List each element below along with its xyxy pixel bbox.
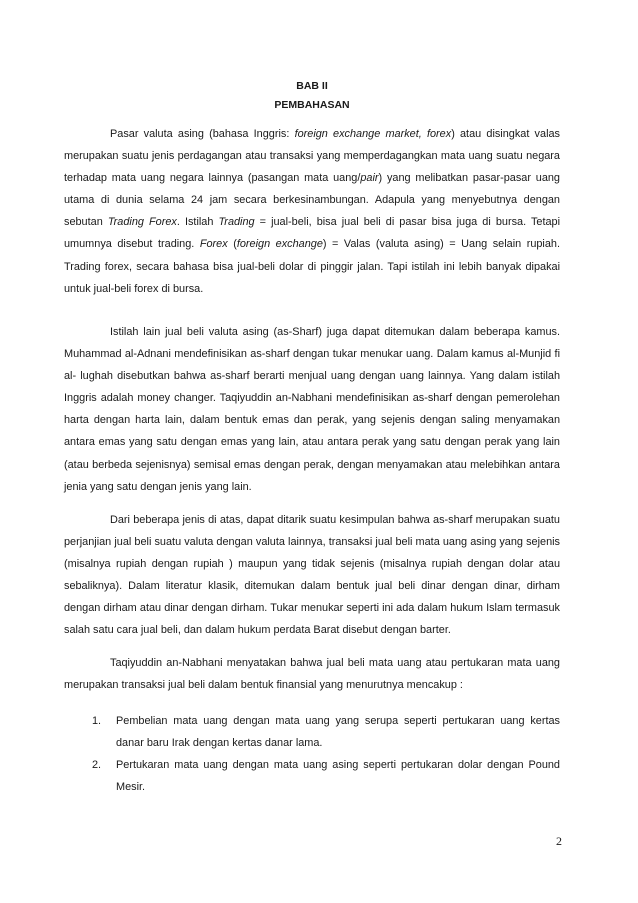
numbered-list xyxy=(64,710,560,798)
italic-term: Trading Forex xyxy=(107,216,177,229)
text-run: Istilah lain jual beli valuta asing (as-Sharf) juga dapat ditemukan dalam beberapa kamus. Muhammad al-Adnani mendefinisikan as-sharf dengan tukar menukar uang. Dalam kamus al-Munjid fi al- lughah disebutkan bahwa as-sharf berarti menjual uang dengan uang lainnya. Yang dalam istilah Inggris adalah money changer. Taqiyuddin an-Nabhani mendefinisikan as-sharf dengan pemerolehan harta dengan harta lain, dalam bentuk emas dan perak, yang sejenis dengan saling menyamakan antara emas yang satu dengan emas yang lain, atau antara perak yang satu dengan perak yang lain (atau berbeda sejenisnya) semisal emas dengan perak, dengan menyamakan atau melebihkan antara jenia yang satu dengan jenis yang lain. xyxy=(64,326,560,493)
text-run: Dari beberapa jenis di atas, dapat ditarik suatu kesimpulan bahwa as-sharf merupakan suatu perjanjian jual beli suatu valuta dengan valuta lainnya, transaksi jual beli mata uang asing yang sejenis (misalnya rupiah dengan rupiah ) maupun yang tidak sejenis (misalnya rupiah dengan dolar atau sebaliknya). Dalam literatur klasik, ditemukan dalam bentuk jual beli dinar dengan dinar, dirham dengan dirham atau dinar dengan dirham. Tukar menukar seperti ini ada dalam hukum Islam termasuk salah satu cara jual beli, dan dalam hukum perdata Barat disebut dengan barter. xyxy=(64,514,560,637)
list-item xyxy=(64,710,560,754)
italic-term: Forex xyxy=(199,238,228,251)
italic-term: pair xyxy=(360,172,379,185)
list-item-number: 2. xyxy=(92,759,102,772)
paragraph-2 xyxy=(64,321,560,498)
chapter-heading: BAB II xyxy=(296,80,328,92)
italic-term: foreign exchange xyxy=(236,238,323,251)
list-item-text: Pertukaran mata uang dengan mata uang asing seperti pertukaran dolar dengan Pound Mesir. xyxy=(116,759,560,794)
page-number: 2 xyxy=(556,834,562,848)
section-title: PEMBAHASAN xyxy=(274,99,350,111)
paragraph-4 xyxy=(64,652,560,696)
text-run: Pasar valuta asing (bahasa Inggris: xyxy=(110,128,295,140)
text-run: = jual-beli, bisa jual beli di pasar bisa juga di bursa. Tetapi umumnya disebut trading. xyxy=(64,216,561,251)
paragraph-text xyxy=(64,652,560,696)
paragraph-text xyxy=(64,123,560,300)
paragraph-3 xyxy=(64,509,560,642)
text-run: ) atau disingkat valas merupakan suatu jenis perdagangan atau transaksi yang memperdagangkan mata uang suatu negara terhadap mata uang negara lainnya (pasangan mata uang/ xyxy=(64,128,560,185)
text-run: ) = Valas (valuta asing) = Uang selain rupiah. Trading forex, secara bahasa bisa jual-beli dolar di pinggir jalan. Tapi istilah ini lebih banyak dipakai untuk jual-beli forex di bursa. xyxy=(64,238,560,295)
text-run: . Istilah xyxy=(176,216,219,229)
list-item-text: Pembelian mata uang dengan mata uang yang serupa seperti pertukaran uang kertas danar baru Irak dengan kertas danar lama. xyxy=(116,715,560,750)
text-run: ) yang melibatkan pasar-pasar uang utama di dunia selama 24 jam secara berkesinambungan. Adapula yang menyebutnya dengan sebutan xyxy=(64,172,560,229)
paragraph-1 xyxy=(64,123,560,300)
text-run: Taqiyuddin an-Nabhani menyatakan bahwa jual beli mata uang atau pertukaran mata uang merupakan transaksi jual beli dalam bentuk finansial yang menurutnya mencakup : xyxy=(64,657,560,692)
text-run: ( xyxy=(227,238,237,251)
italic-term: Trading xyxy=(218,216,255,229)
list-item xyxy=(64,754,560,798)
paragraph-text xyxy=(64,321,560,498)
italic-term: foreign exchange market, forex xyxy=(294,128,452,140)
paragraph-text xyxy=(64,509,560,642)
list-item-number: 1. xyxy=(92,715,102,727)
